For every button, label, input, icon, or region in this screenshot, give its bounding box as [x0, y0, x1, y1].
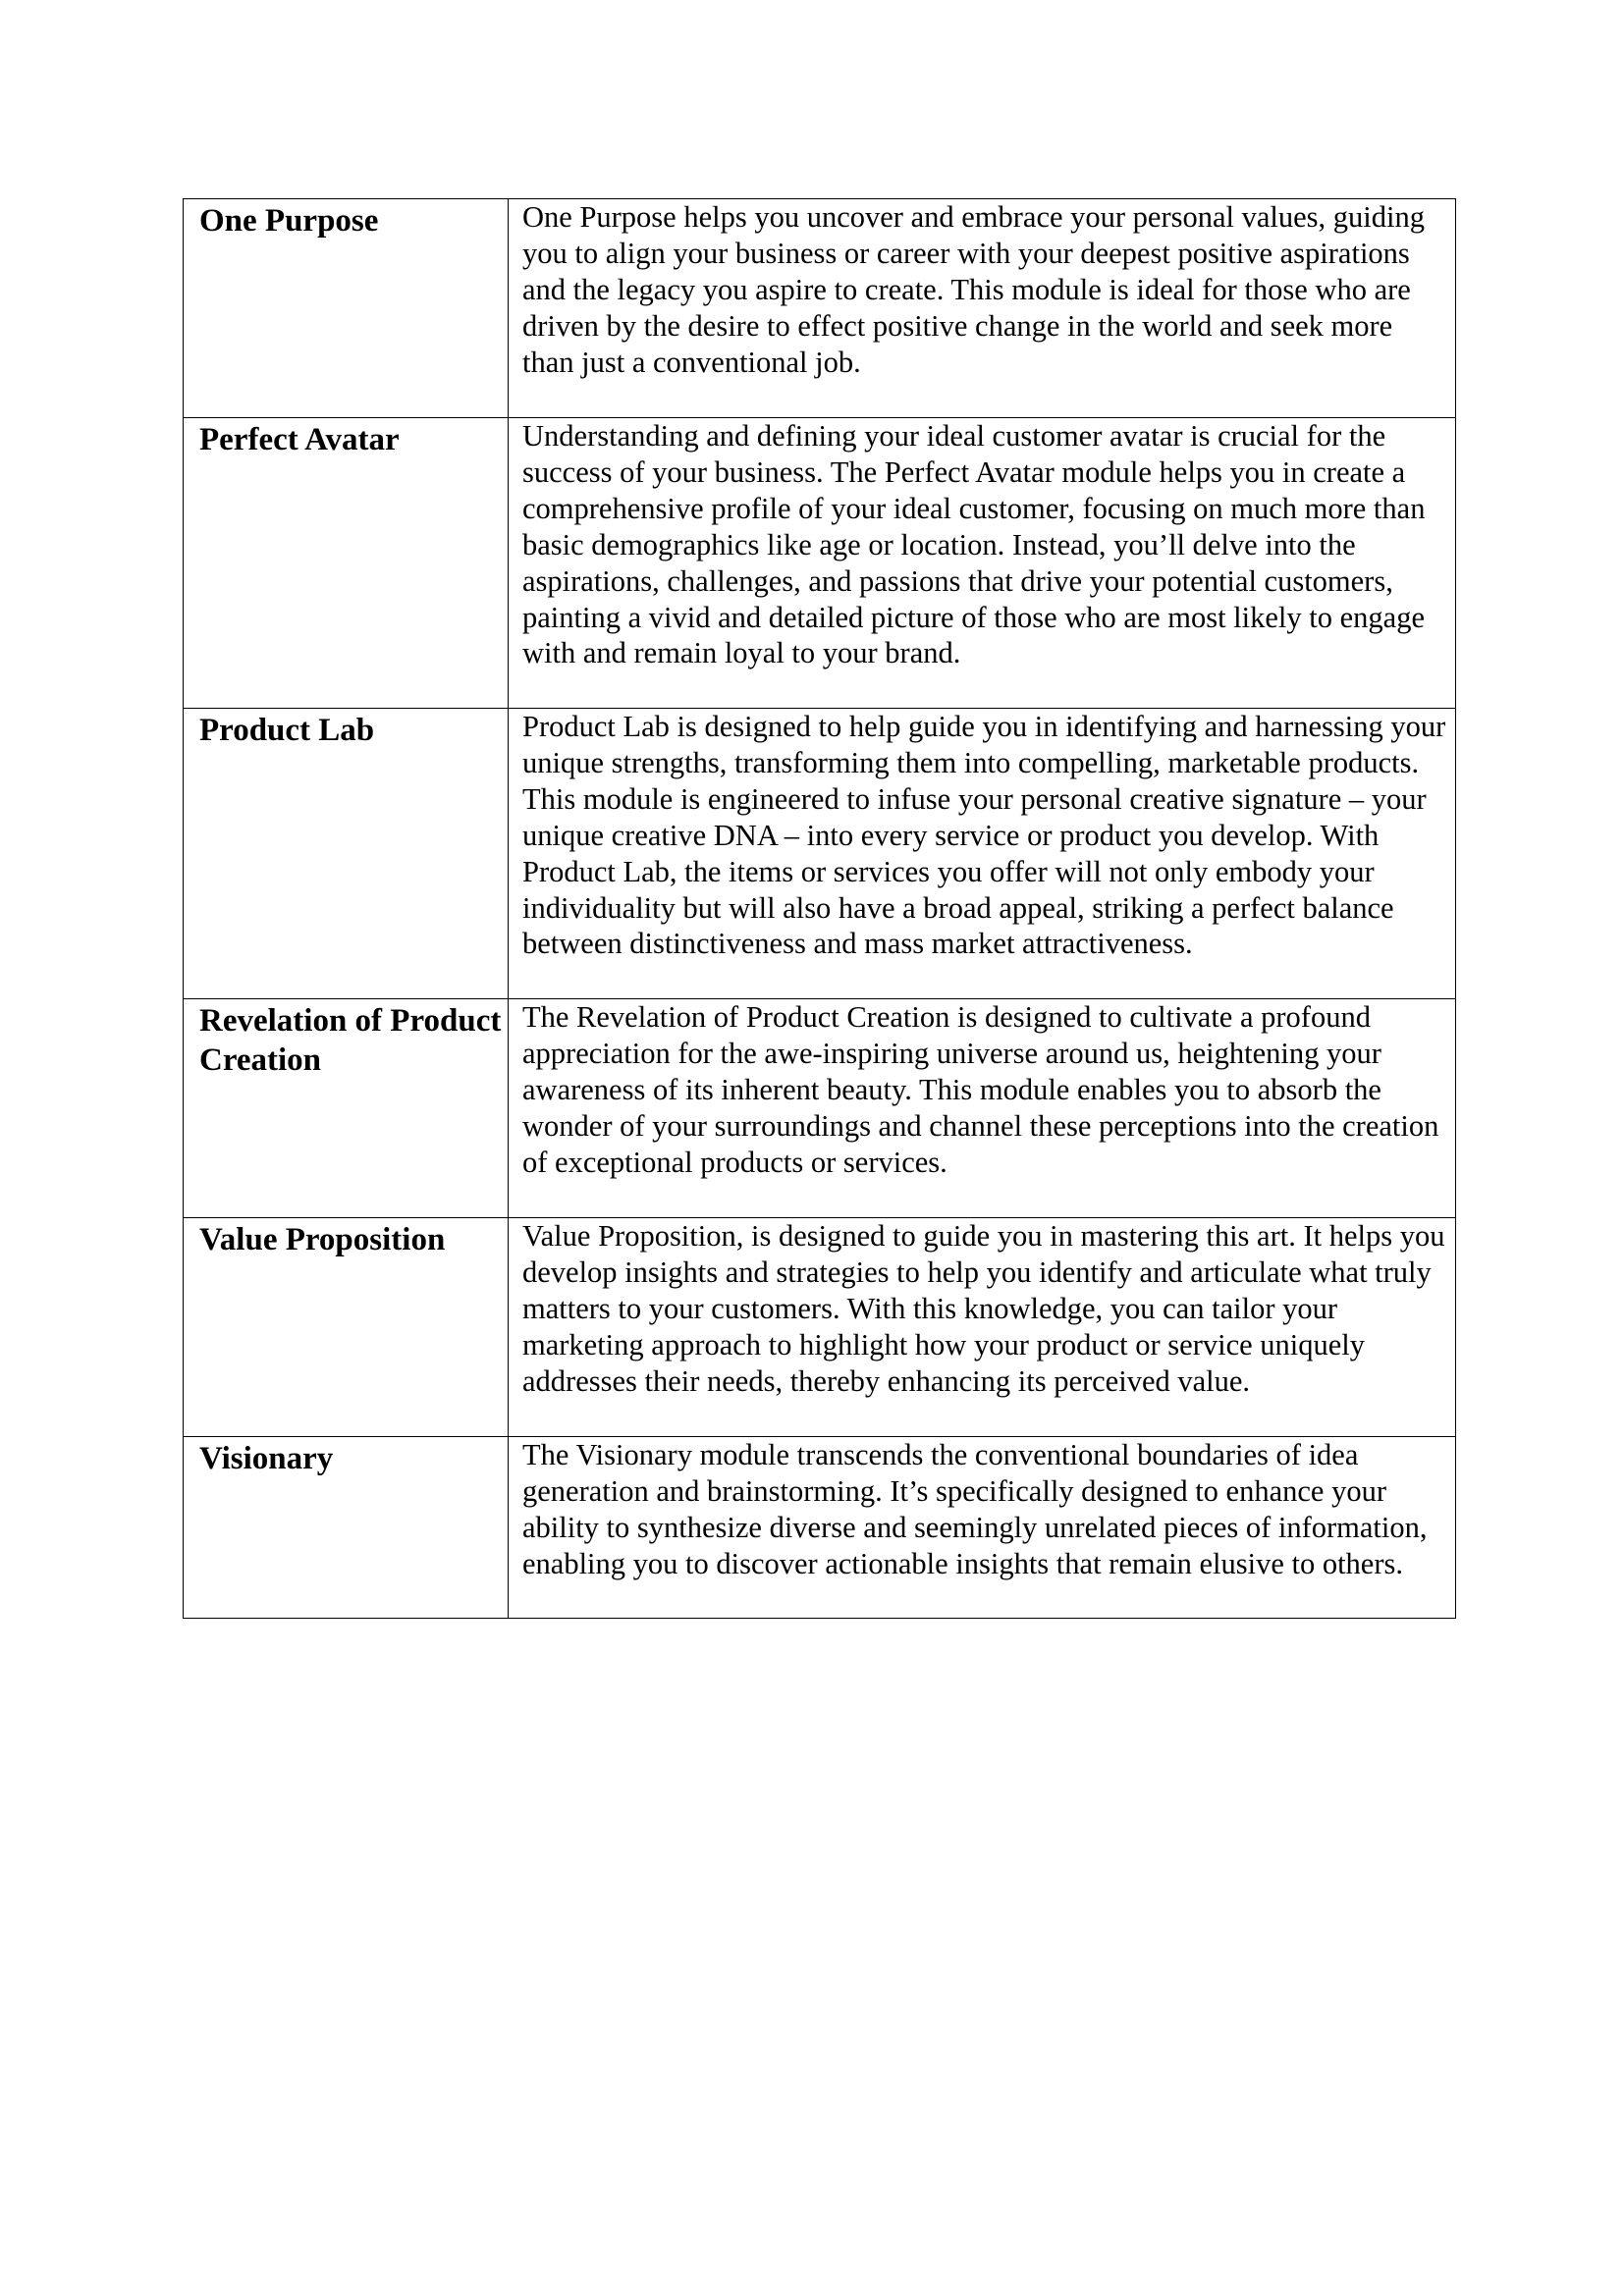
- table-row: [184, 199, 1456, 418]
- module-description-cell: [509, 418, 1456, 709]
- module-name: Visionary: [199, 1441, 334, 1476]
- table-row: [184, 1218, 1456, 1437]
- module-name: Perfect Avatar: [199, 422, 400, 457]
- table-row: [184, 999, 1456, 1218]
- module-name: Product Lab: [199, 713, 375, 748]
- module-name: Value Proposition: [199, 1222, 446, 1257]
- module-description: The Revelation of Product Creation is designed to cultivate a profound appreciation for the awe-inspiring universe around us, heightening your awareness of its inherent beauty. This module enables you to absorb the wonder of your surroundings and channel these perceptions into the creation of exceptional products or services.: [522, 1000, 1439, 1179]
- module-description: One Purpose helps you uncover and embrace your personal values, guiding you to align your business or career with your deepest positive aspirations and the legacy you aspire to create. This module is ideal for those who are driven by the desire to effect positive change in the world and seek more than just a conventional job.: [522, 200, 1425, 379]
- module-description-cell: [509, 999, 1456, 1218]
- modules-table: [183, 198, 1456, 1619]
- module-name-cell: [184, 1218, 509, 1437]
- module-name-cell: [184, 1437, 509, 1619]
- module-description-cell: [509, 1218, 1456, 1437]
- module-name: Revelation of Product Creation: [199, 1003, 502, 1078]
- module-description: Value Proposition, is designed to guide you in mastering this art. It helps you develop insights and strategies to help you identify and articulate what truly matters to your customers. With this knowledge, you can tailor your marketing approach to highlight how your product or service uniquely addresses their needs, thereby enhancing its perceived value.: [522, 1219, 1445, 1398]
- module-name-cell: [184, 709, 509, 999]
- module-name-cell: [184, 999, 509, 1218]
- module-name-cell: [184, 199, 509, 418]
- table-row: [184, 709, 1456, 999]
- module-description: The Visionary module transcends the conventional boundaries of idea generation and brainstorming. It’s specifically designed to enhance your ability to synthesize diverse and seemingly unrelated pieces of information, enabling you to discover actionable insights that remain elusive to others.: [522, 1438, 1428, 1580]
- table-row: [184, 418, 1456, 709]
- module-name: One Purpose: [199, 203, 379, 239]
- module-description-cell: [509, 199, 1456, 418]
- module-name-cell: [184, 418, 509, 709]
- module-description-cell: [509, 709, 1456, 999]
- module-description: Understanding and defining your ideal customer avatar is crucial for the success of your business. The Perfect Avatar module helps you in create a comprehensive profile of your ideal customer, focusing on much more than basic demographics like age or location. Instead, you’ll delve into the aspirations, challenges, and passions that drive your potential customers, painting a vivid and detailed picture of those who are most likely to engage with and remain loyal to your brand.: [522, 419, 1426, 670]
- module-description: Product Lab is designed to help guide you in identifying and harnessing your unique strengths, transforming them into compelling, marketable products. This module is engineered to infuse your personal creative signature – your unique creative DNA – into every service or product you develop. With Product Lab, the items or services you offer will not only embody your individuality but will also have a broad appeal, striking a perfect balance between distinctiveness and mass market attractiveness.: [522, 710, 1446, 961]
- module-description-cell: [509, 1437, 1456, 1619]
- table-row: [184, 1437, 1456, 1619]
